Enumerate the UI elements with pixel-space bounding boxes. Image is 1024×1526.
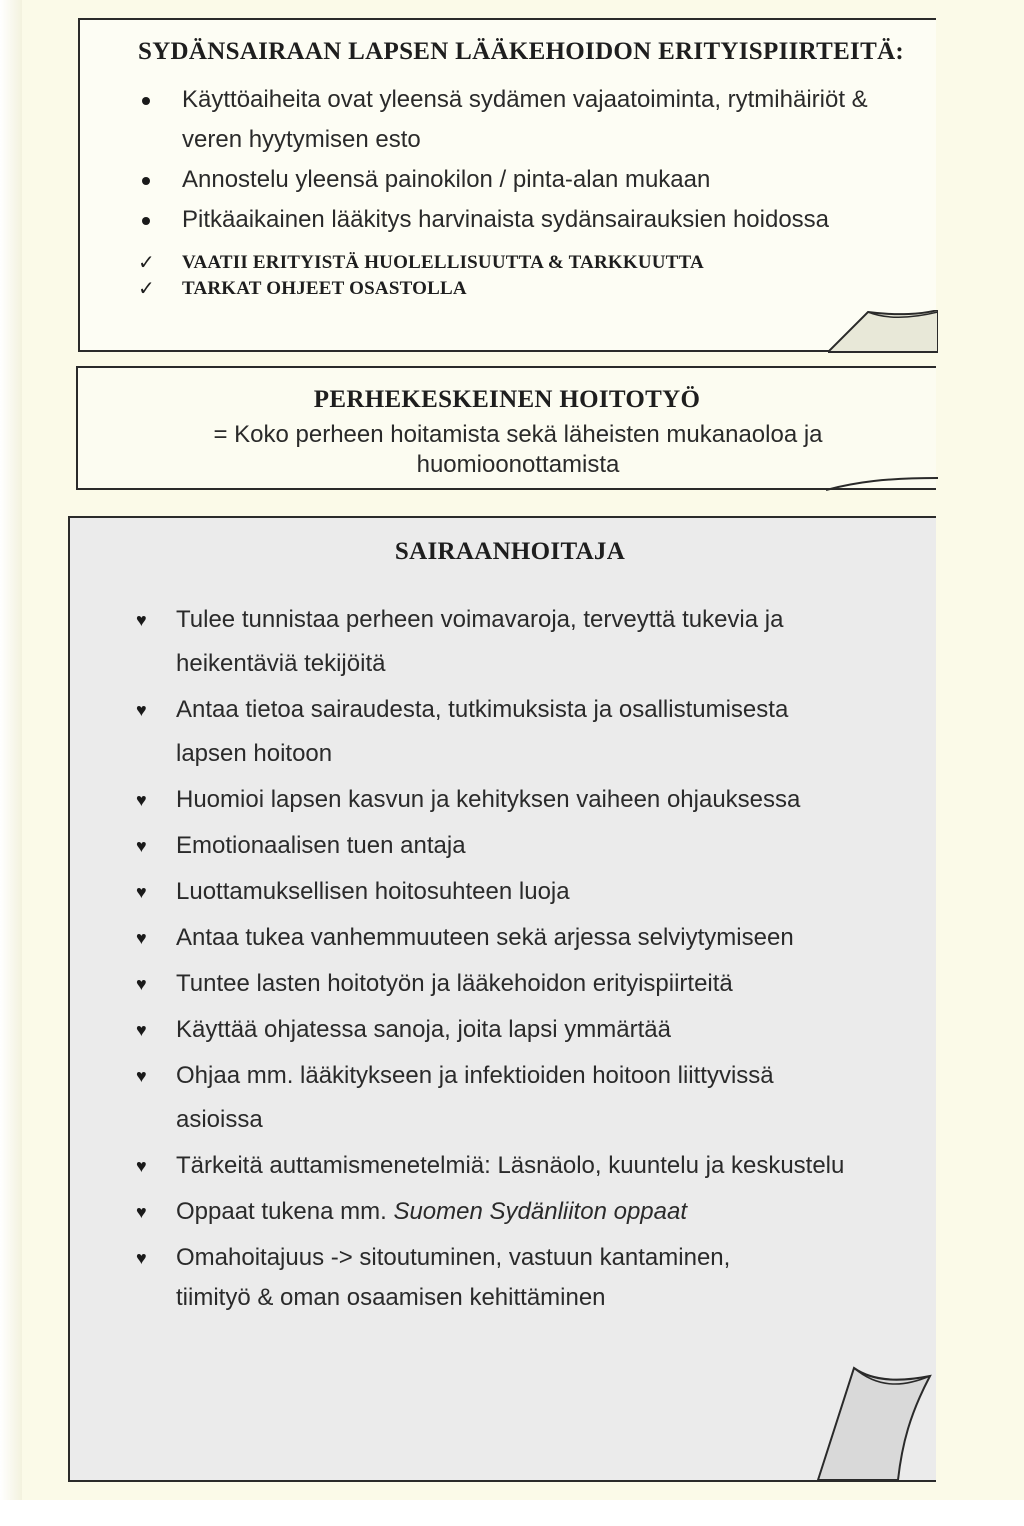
list-item	[136, 688, 856, 776]
list-item-text: Emotionaalisen tuen antaja	[176, 832, 466, 859]
list-item	[136, 1236, 856, 1280]
page-bottom-edge	[0, 1500, 1024, 1526]
list-item	[136, 160, 926, 200]
page-curl-icon	[810, 1364, 934, 1482]
family-centered-care-box	[76, 366, 936, 490]
list-item-text: Annostelu yleensä painokilon / pinta-alan mukaan	[182, 166, 711, 193]
list-item-text: tiimityö & oman osaamisen kehittäminen	[176, 1284, 606, 1311]
heart-bullet-icon: ♥	[136, 974, 147, 994]
medication-features-title: SYDÄNSAIRAAN LAPSEN LÄÄKEHOIDON ERITYISPIIRTEITÄ:	[138, 38, 905, 65]
heart-bullet-icon: ♥	[136, 1066, 147, 1086]
family-centered-care-definition: = Koko perheen hoitamista sekä läheisten mukanaoloa ja huomioonottamista	[213, 421, 823, 478]
list-item-text: Käyttöaiheita ovat yleensä sydämen vajaatoiminta, rytmihäiriöt & veren hyytymisen esto	[182, 86, 868, 153]
page-edge	[0, 0, 22, 1526]
heart-bullet-icon: ♥	[136, 790, 147, 810]
list-item	[136, 870, 856, 914]
heart-bullet-icon: ♥	[136, 1248, 147, 1268]
heart-bullet-icon: ♥	[136, 882, 147, 902]
heart-bullet-icon: ♥	[136, 1156, 147, 1176]
list-item	[136, 824, 856, 868]
list-item-text: Omahoitajuus -> sitoutuminen, vastuun kantaminen,	[176, 1244, 731, 1271]
checkmark-icon: ✓	[138, 252, 155, 274]
page-curl-icon	[828, 310, 938, 354]
heart-bullet-icon: ♥	[136, 610, 147, 630]
requirements-check-list	[136, 250, 704, 302]
list-item	[136, 1144, 856, 1188]
list-item-text: Tulee tunnistaa perheen voimavaroja, terveyttä tukevia ja heikentäviä tekijöitä	[176, 606, 784, 677]
bullet-dot-icon	[142, 217, 150, 225]
heart-bullet-icon: ♥	[136, 1202, 147, 1222]
checkmark-icon: ✓	[138, 278, 155, 300]
list-item-text: Antaa tietoa sairaudesta, tutkimuksista ja osallistumisesta lapsen hoitoon	[176, 696, 789, 767]
list-item-text: Pitkäaikainen lääkitys harvinaista sydänsairauksien hoidossa	[182, 206, 830, 233]
check-item	[136, 276, 704, 302]
list-item	[136, 1190, 856, 1234]
list-item	[136, 1008, 856, 1052]
bullet-dot-icon	[142, 177, 150, 185]
list-item	[136, 916, 856, 960]
list-item	[136, 80, 926, 160]
heart-bullet-icon: ♥	[136, 928, 147, 948]
heart-bullet-icon: ♥	[136, 836, 147, 856]
check-item	[136, 250, 704, 276]
medication-features-box	[78, 18, 936, 352]
nurse-duties-list	[136, 598, 856, 1316]
page-curl-icon	[826, 476, 938, 492]
list-item-text: Käyttää ohjatessa sanoja, joita lapsi ymmärtää	[176, 1016, 671, 1043]
list-item-continued	[136, 1276, 856, 1314]
list-item-text: Luottamuksellisen hoitosuhteen luoja	[176, 878, 570, 905]
nurse-title: SAIRAANHOITAJA	[394, 538, 626, 565]
list-item-text: Huomioi lapsen kasvun ja kehityksen vaiheen ohjauksessa	[176, 786, 801, 813]
check-item-text: VAATII ERITYISTÄ HUOLELLISUUTTA & TARKKUUTTA	[182, 252, 704, 273]
medication-features-list	[136, 80, 926, 240]
heart-bullet-icon: ♥	[136, 700, 147, 720]
list-item-text: Antaa tukea vanhemmuuteen sekä arjessa selviytymiseen	[176, 924, 794, 951]
list-item	[136, 962, 856, 1006]
bullet-dot-icon	[142, 97, 150, 105]
family-centered-care-title: PERHEKESKEINEN HOITOTYÖ	[313, 386, 701, 413]
list-item-text: Ohjaa mm. lääkitykseen ja infektioiden hoitoon liittyvissä asioissa	[176, 1062, 774, 1133]
list-item-text: Tärkeitä auttamismenetelmiä: Läsnäolo, kuuntelu ja keskustelu	[176, 1152, 845, 1179]
list-item-text: Tuntee lasten hoitotyön ja lääkehoidon erityispiirteitä	[176, 970, 733, 997]
list-item-text: Oppaat tukena mm.	[176, 1198, 394, 1225]
check-item-text: TARKAT OHJEET OSASTOLLA	[182, 278, 467, 299]
heart-bullet-icon: ♥	[136, 1020, 147, 1040]
nurse-box	[68, 516, 936, 1482]
list-item	[136, 1054, 856, 1142]
list-item	[136, 778, 856, 822]
guides-emphasis: Suomen Sydänliiton oppaat	[393, 1198, 687, 1225]
list-item	[136, 200, 926, 240]
list-item	[136, 598, 856, 686]
